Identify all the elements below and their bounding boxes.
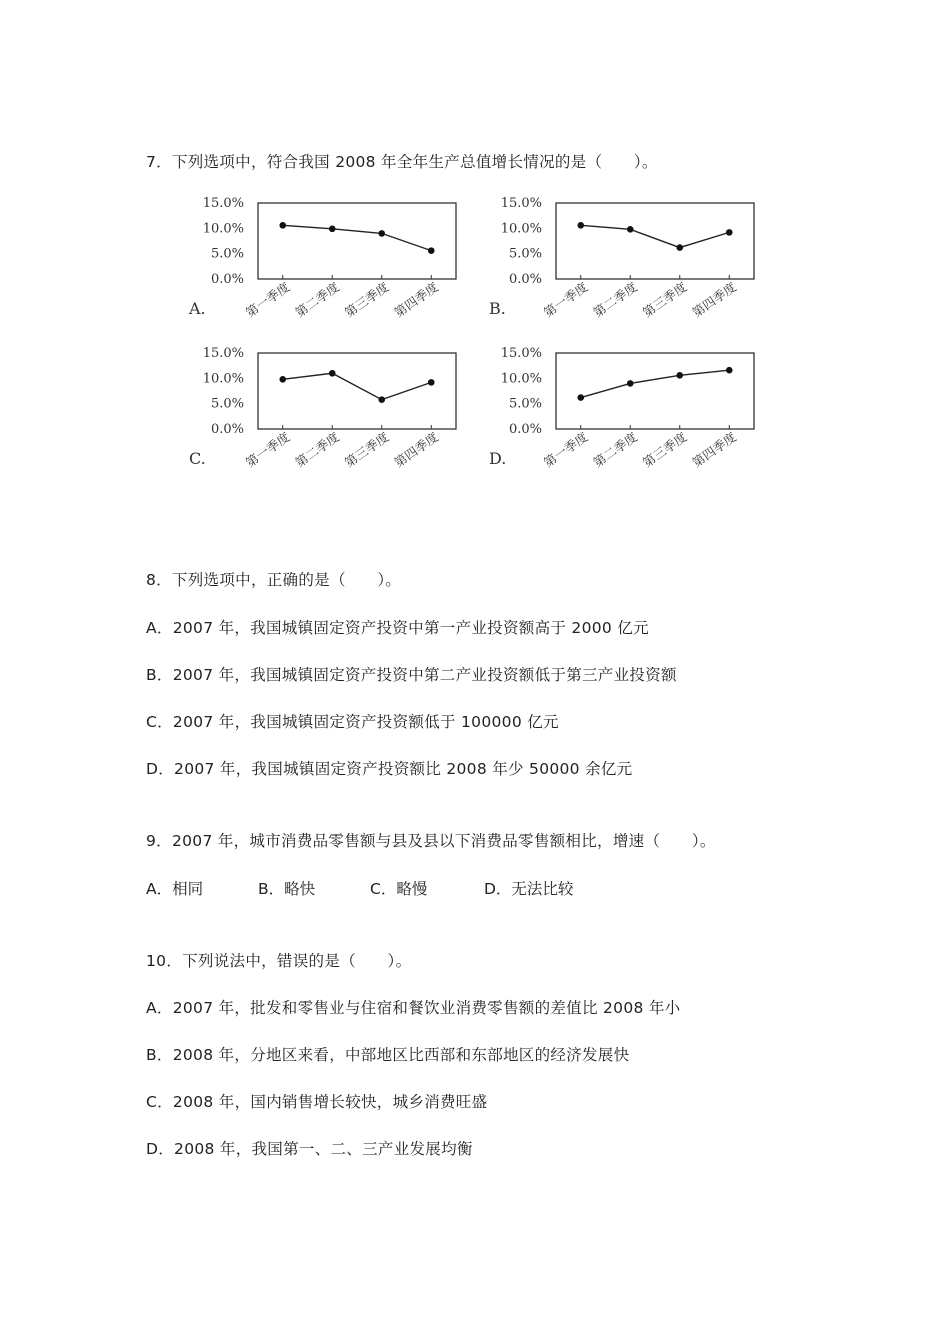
x-tick-label: 第三季度	[639, 279, 690, 321]
line-chart-d	[478, 345, 778, 493]
q9-option-d[interactable]: D．无法比较	[484, 880, 574, 898]
x-tick-label: 第一季度	[242, 279, 293, 321]
data-point	[627, 226, 634, 233]
x-tick-label: 第三季度	[341, 429, 392, 471]
q9-option-a[interactable]: A．相同	[146, 880, 204, 898]
data-point	[279, 222, 286, 229]
chart-option-letter: B.	[489, 299, 506, 318]
chart-option-letter: D.	[489, 449, 507, 468]
x-tick-label: 第三季度	[639, 429, 690, 471]
line-chart-a	[180, 195, 480, 343]
series-line	[581, 225, 730, 247]
x-tick-label: 第四季度	[391, 279, 441, 321]
line-chart-b	[478, 195, 778, 343]
data-point	[428, 379, 435, 386]
series-line	[283, 373, 432, 399]
y-tick-label: 0.0%	[508, 272, 542, 287]
y-tick-label: 5.0%	[508, 246, 542, 262]
series-line	[283, 225, 432, 250]
q8-option-c[interactable]: C．2007 年，我国城镇固定资产投资额低于 100000 亿元	[146, 713, 559, 731]
data-point	[329, 226, 336, 233]
y-tick-label: 10.0%	[500, 221, 542, 237]
y-tick-label: 5.0%	[210, 396, 244, 412]
chart-option-d[interactable]	[478, 345, 778, 497]
y-tick-label: 10.0%	[202, 371, 244, 387]
q8-option-b[interactable]: B．2007 年，我国城镇固定资产投资中第二产业投资额低于第三产业投资额	[146, 666, 677, 684]
data-point	[577, 222, 584, 229]
x-tick-label: 第二季度	[590, 429, 640, 471]
q10-stem: 10．下列说法中，错误的是（ ）。	[146, 952, 412, 970]
x-tick-label: 第二季度	[292, 279, 342, 321]
q10-option-c[interactable]: C．2008 年，国内销售增长较快，城乡消费旺盛	[146, 1093, 488, 1111]
q10-option-a[interactable]: A．2007 年，批发和零售业与住宿和餐饮业消费零售额的差值比 2008 年小	[146, 999, 681, 1017]
data-point	[329, 370, 336, 377]
q7-stem: 7．下列选项中，符合我国 2008 年全年生产总值增长情况的是（ ）。	[146, 153, 658, 171]
data-point	[279, 376, 286, 383]
x-tick-label: 第一季度	[540, 429, 591, 471]
line-chart-c	[180, 345, 480, 493]
data-point	[627, 380, 634, 387]
y-tick-label: 15.0%	[202, 346, 244, 361]
x-tick-label: 第一季度	[242, 429, 293, 471]
x-tick-label: 第一季度	[540, 279, 591, 321]
plot-frame	[258, 203, 456, 279]
x-tick-label: 第三季度	[341, 279, 392, 321]
y-tick-label: 15.0%	[500, 196, 542, 211]
data-point	[378, 396, 385, 403]
plot-frame	[258, 353, 456, 429]
x-tick-label: 第四季度	[689, 429, 739, 471]
q10-option-d[interactable]: D．2008 年，我国第一、二、三产业发展均衡	[146, 1140, 473, 1158]
y-tick-label: 15.0%	[202, 196, 244, 211]
chart-option-a[interactable]	[180, 195, 480, 347]
plot-frame	[556, 353, 754, 429]
q8-option-d[interactable]: D．2007 年，我国城镇固定资产投资额比 2008 年少 50000 余亿元	[146, 760, 633, 778]
q8-option-a[interactable]: A．2007 年，我国城镇固定资产投资中第一产业投资额高于 2000 亿元	[146, 619, 649, 637]
y-tick-label: 0.0%	[210, 272, 244, 287]
y-tick-label: 0.0%	[210, 422, 244, 437]
data-point	[726, 229, 733, 236]
q10-option-b[interactable]: B．2008 年，分地区来看，中部地区比西部和东部地区的经济发展快	[146, 1046, 630, 1064]
y-tick-label: 10.0%	[202, 221, 244, 237]
data-point	[676, 244, 683, 251]
series-line	[581, 370, 730, 397]
chart-option-c[interactable]	[180, 345, 480, 497]
x-tick-label: 第二季度	[590, 279, 640, 321]
chart-option-letter: A.	[189, 299, 206, 318]
chart-option-letter: C.	[189, 449, 206, 468]
data-point	[726, 367, 733, 374]
chart-option-b[interactable]	[478, 195, 778, 347]
q8-stem: 8．下列选项中，正确的是（ ）。	[146, 571, 402, 589]
y-tick-label: 10.0%	[500, 371, 542, 387]
y-tick-label: 15.0%	[500, 346, 542, 361]
plot-frame	[556, 203, 754, 279]
data-point	[676, 372, 683, 379]
data-point	[378, 230, 385, 237]
y-tick-label: 5.0%	[508, 396, 542, 412]
q9-stem: 9．2007 年，城市消费品零售额与县及县以下消费品零售额相比，增速（ ）。	[146, 832, 716, 850]
y-tick-label: 5.0%	[210, 246, 244, 262]
q9-option-c[interactable]: C．略慢	[370, 880, 428, 898]
q9-option-b[interactable]: B．略快	[258, 880, 316, 898]
y-tick-label: 0.0%	[508, 422, 542, 437]
data-point	[577, 394, 584, 401]
data-point	[428, 247, 435, 254]
x-tick-label: 第四季度	[391, 429, 441, 471]
x-tick-label: 第二季度	[292, 429, 342, 471]
x-tick-label: 第四季度	[689, 279, 739, 321]
